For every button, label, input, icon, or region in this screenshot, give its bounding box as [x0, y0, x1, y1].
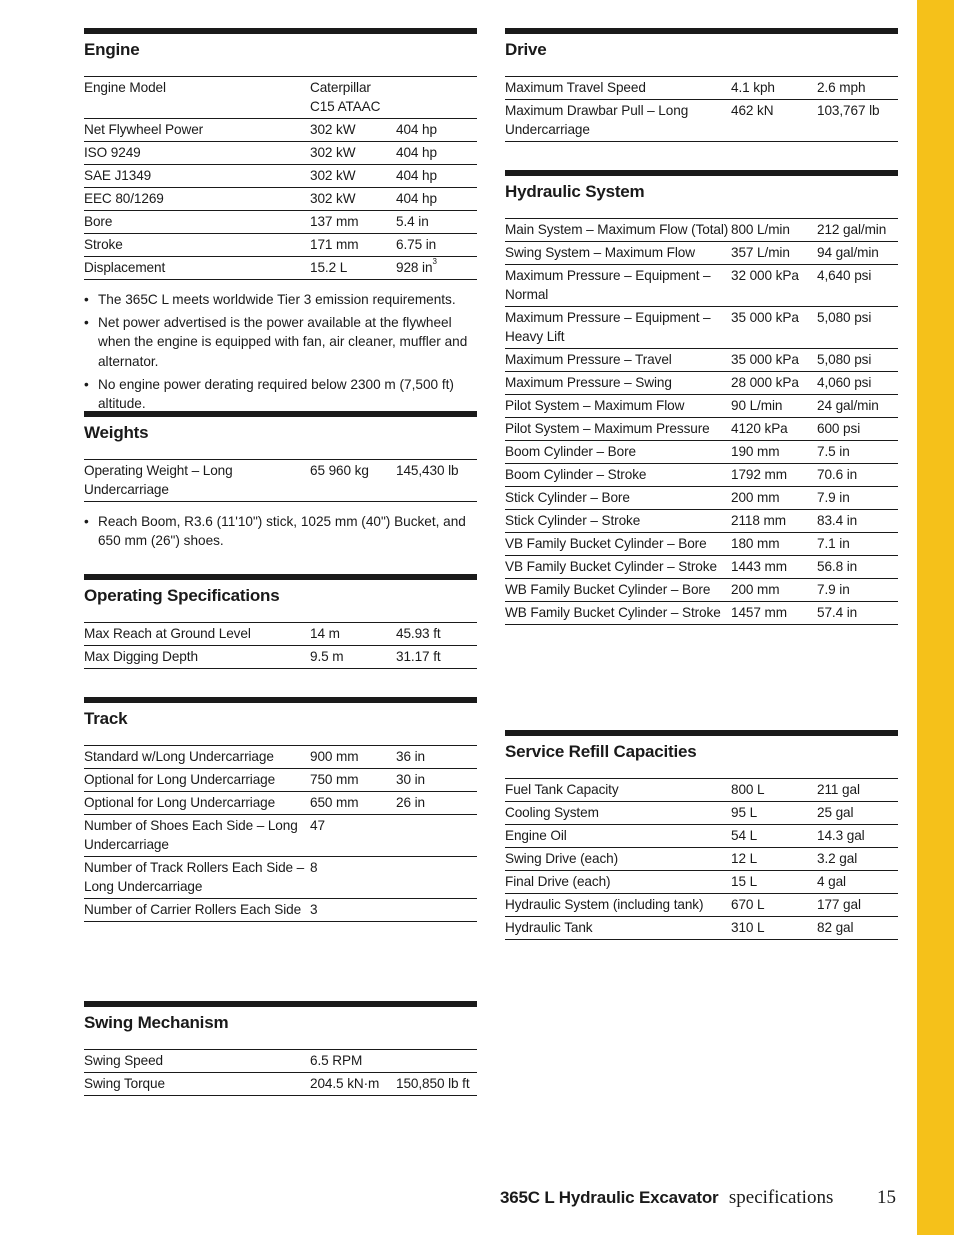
spec-metric-value: 302 kW [310, 168, 356, 183]
spec-metric-value: Caterpillar C15 ATAAC [310, 80, 381, 114]
spec-imperial-value: 103,767 lb [817, 103, 880, 118]
table-row [84, 165, 477, 188]
spec-label: Fuel Tank Capacity [505, 782, 619, 797]
spec-imperial-value: 4,060 psi [817, 375, 872, 390]
table-row [505, 510, 898, 533]
table-row [505, 556, 898, 579]
cubic-superscript: 3 [432, 257, 437, 266]
note-item: • Reach Boom, R3.6 (11'10") stick, 1025 mm (40") Bucket, and 650 mm (26") shoes. [84, 512, 477, 550]
spec-imperial-value: 4,640 psi [817, 268, 872, 283]
table-row [84, 623, 477, 646]
table-row [505, 349, 898, 372]
spec-metric-value: 14 m [310, 626, 340, 641]
spec-metric-value: 1457 mm [731, 605, 787, 620]
spec-label: WB Family Bucket Cylinder – Bore [505, 582, 711, 597]
spec-metric-value: 650 mm [310, 795, 359, 810]
spec-label: Standard w/Long Undercarriage [84, 749, 274, 764]
spec-metric-value: 35 000 kPa [731, 352, 799, 367]
spec-metric-value: 90 L/min [731, 398, 783, 413]
swing-table [84, 1049, 477, 1096]
table-row [84, 815, 477, 857]
table-row [505, 307, 898, 349]
spec-imperial-value: 404 hp [396, 145, 437, 160]
spec-imperial-value: 600 psi [817, 421, 861, 436]
spec-metric-value: 302 kW [310, 191, 356, 206]
spec-label: Operating Weight – Long Undercarriage [84, 463, 233, 497]
spec-label: Maximum Travel Speed [505, 80, 646, 95]
table-row [505, 825, 898, 848]
spec-imperial-value: 177 gal [817, 897, 861, 912]
spec-imperial-value [396, 77, 477, 119]
section-title: Engine [84, 40, 140, 59]
spec-metric-value: 357 L/min [731, 245, 790, 260]
section-drive [505, 28, 898, 170]
note-item: • The 365C L meets worldwide Tier 3 emission requirements. [84, 290, 477, 309]
spec-label: Engine Oil [505, 828, 567, 843]
table-row [84, 188, 477, 211]
spec-imperial-value: 83.4 in [817, 513, 858, 528]
spec-imperial-value [396, 857, 477, 899]
spec-label: Maximum Drawbar Pull – Long Undercarriage [505, 103, 689, 137]
table-row [505, 579, 898, 602]
spec-label: Swing System – Maximum Flow [505, 245, 695, 260]
spec-label: Engine Model [84, 80, 166, 95]
spec-label: Hydraulic Tank [505, 920, 593, 935]
spec-imperial-value: 94 gal/min [817, 245, 879, 260]
spec-metric-value: 310 L [731, 920, 765, 935]
table-row [505, 848, 898, 871]
spec-imperial-value: 404 hp [396, 168, 437, 183]
table-row [505, 242, 898, 265]
spec-metric-value: 137 mm [310, 214, 359, 229]
spec-label: Final Drive (each) [505, 874, 611, 889]
note-item: • Net power advertised is the power available at the flywheel when the engine is equipped with fan, air cleaner, muffler and alternator. [84, 313, 477, 371]
spec-metric-value: 800 L [731, 782, 765, 797]
spec-label: Number of Carrier Rollers Each Side [84, 902, 302, 917]
spec-imperial-value: 212 gal/min [817, 222, 887, 237]
track-table [84, 745, 477, 922]
section-header [84, 1001, 477, 1049]
spec-imperial-value: 150,850 lb ft [396, 1076, 470, 1091]
table-row [505, 265, 898, 307]
section-engine [84, 28, 477, 411]
hydraulic-table [505, 218, 898, 625]
section-operating [84, 574, 477, 697]
spec-metric-value: 8 [310, 860, 318, 875]
table-row [84, 77, 477, 119]
spec-label: Max Reach at Ground Level [84, 626, 251, 641]
table-row [505, 372, 898, 395]
spec-label: Maximum Pressure – Travel [505, 352, 672, 367]
table-row [505, 395, 898, 418]
table-row [84, 899, 477, 922]
spec-metric-value: 12 L [731, 851, 758, 866]
weights-table [84, 459, 477, 502]
section-header [505, 730, 898, 778]
spec-metric-value: 900 mm [310, 749, 359, 764]
spec-imperial-value: 7.9 in [817, 582, 850, 597]
table-row [84, 746, 477, 769]
spec-label: Hydraulic System (including tank) [505, 897, 704, 912]
spec-label: VB Family Bucket Cylinder – Bore [505, 536, 707, 551]
spec-label: ISO 9249 [84, 145, 141, 160]
section-weights [84, 411, 477, 574]
table-row [84, 460, 477, 502]
spec-imperial-value: 404 hp [396, 191, 437, 206]
spec-label: SAE J1349 [84, 168, 152, 183]
section-header [505, 170, 898, 218]
spec-metric-value: 32 000 kPa [731, 268, 799, 283]
spec-metric-value: 1792 mm [731, 467, 787, 482]
spec-imperial-value: 7.5 in [817, 444, 850, 459]
table-row [84, 1050, 477, 1073]
spec-imperial-value: 24 gal/min [817, 398, 879, 413]
spec-imperial-value [396, 899, 477, 922]
spec-imperial-value: 5.4 in [396, 214, 429, 229]
spec-imperial-value: 6.75 in [396, 237, 437, 252]
spec-label: WB Family Bucket Cylinder – Stroke [505, 605, 721, 620]
section-title: Hydraulic System [505, 182, 645, 201]
left-column [84, 28, 477, 1096]
section-header [84, 411, 477, 459]
table-row [505, 533, 898, 556]
table-row [505, 100, 898, 142]
spec-metric-value: 200 mm [731, 582, 780, 597]
spec-imperial-value: 45.93 ft [396, 626, 441, 641]
footer-specifications: specifications [728, 1187, 834, 1208]
spec-imperial-value: 145,430 lb [396, 463, 459, 478]
spec-label: Main System – Maximum Flow (Total) [505, 222, 729, 237]
spec-label: Swing Torque [84, 1076, 165, 1091]
spec-label: Bore [84, 214, 113, 229]
spec-imperial-value: 26 in [396, 795, 425, 810]
spec-metric-value: 670 L [731, 897, 765, 912]
engine-table [84, 76, 477, 280]
table-row [505, 871, 898, 894]
spec-metric-value: 54 L [731, 828, 758, 843]
section-track [84, 697, 477, 1001]
table-row [84, 142, 477, 165]
section-hydraulic [505, 170, 898, 730]
table-row [505, 779, 898, 802]
spec-metric-value: 462 kN [731, 103, 774, 118]
section-title: Service Refill Capacities [505, 742, 697, 761]
table-row [505, 219, 898, 242]
spec-imperial-value: 5,080 psi [817, 352, 872, 367]
spec-label: EEC 80/1269 [84, 191, 164, 206]
table-row [84, 119, 477, 142]
table-row [505, 418, 898, 441]
spec-metric-value: 65 960 kg [310, 463, 369, 478]
spec-label: Displacement [84, 260, 166, 275]
spec-label: Net Flywheel Power [84, 122, 204, 137]
spec-imperial-value [396, 815, 477, 857]
spec-metric-value: 95 L [731, 805, 758, 820]
spec-imperial-value: 7.9 in [817, 490, 850, 505]
table-row [505, 464, 898, 487]
table-row [505, 894, 898, 917]
spec-metric-value: 200 mm [731, 490, 780, 505]
spec-label: Optional for Long Undercarriage [84, 795, 276, 810]
spec-metric-value: 15.2 L [310, 260, 348, 275]
spec-imperial-value: 82 gal [817, 920, 854, 935]
spec-imperial-value: 5,080 psi [817, 310, 872, 325]
spec-imperial-value: 211 gal [817, 782, 860, 797]
section-title: Weights [84, 423, 149, 442]
table-row [505, 487, 898, 510]
spec-metric-value: 35 000 kPa [731, 310, 799, 325]
section-title: Drive [505, 40, 547, 59]
spec-metric-value: 1443 mm [731, 559, 787, 574]
spec-imperial-value: 56.8 in [817, 559, 858, 574]
right-column [505, 28, 898, 940]
spec-imperial-value: 2.6 mph [817, 80, 866, 95]
spec-label: Cooling System [505, 805, 599, 820]
spec-metric-value: 190 mm [731, 444, 780, 459]
spec-label: Pilot System – Maximum Pressure [505, 421, 710, 436]
spec-metric-value: 4120 kPa [731, 421, 788, 436]
section-refill [505, 730, 898, 940]
table-row [84, 646, 477, 669]
section-header [84, 28, 477, 76]
spec-metric-value: 28 000 kPa [731, 375, 799, 390]
spec-imperial-value: 36 in [396, 749, 425, 764]
section-header [84, 574, 477, 622]
refill-table [505, 778, 898, 940]
spec-label: Stick Cylinder – Bore [505, 490, 630, 505]
spec-imperial-value: 30 in [396, 772, 425, 787]
spec-metric-value: 180 mm [731, 536, 780, 551]
table-row [84, 1073, 477, 1096]
spec-label: Swing Speed [84, 1053, 164, 1068]
section-header [505, 28, 898, 76]
spec-label: Maximum Pressure – Swing [505, 375, 672, 390]
spec-imperial-value: 7.1 in [817, 536, 850, 551]
spec-metric-value: 2118 mm [731, 513, 786, 528]
spec-imperial-value: 404 hp [396, 122, 437, 137]
spec-metric-value: 15 L [731, 874, 758, 889]
spec-label: Optional for Long Undercarriage [84, 772, 276, 787]
table-row [505, 602, 898, 625]
table-row [505, 917, 898, 940]
spec-label: VB Family Bucket Cylinder – Stroke [505, 559, 717, 574]
spec-label: Stick Cylinder – Stroke [505, 513, 641, 528]
table-row [505, 77, 898, 100]
spec-metric-value: 302 kW [310, 145, 356, 160]
spec-imperial-value: 31.17 ft [396, 649, 441, 664]
spec-imperial-value: 3.2 gal [817, 851, 858, 866]
spec-metric-value: 4.1 kph [731, 80, 775, 95]
spec-label: Swing Drive (each) [505, 851, 619, 866]
note-item: • No engine power derating required below 2300 m (7,500 ft) altitude. [84, 375, 477, 413]
spec-label: Maximum Pressure – Equipment – Normal [505, 268, 711, 302]
weights-notes [84, 512, 477, 550]
spec-label: Pilot System – Maximum Flow [505, 398, 685, 413]
spec-label: Max Digging Depth [84, 649, 198, 664]
spec-metric-value: 47 [310, 818, 325, 833]
table-row [84, 792, 477, 815]
spec-metric-value: 9.5 m [310, 649, 344, 664]
drive-table [505, 76, 898, 142]
section-header [84, 697, 477, 745]
spec-metric-value: 6.5 RPM [310, 1053, 363, 1068]
section-title: Track [84, 709, 128, 728]
spec-imperial-value: 57.4 in [817, 605, 858, 620]
spec-label: Boom Cylinder – Bore [505, 444, 636, 459]
spec-imperial-value [396, 1050, 477, 1073]
spec-metric-value: 302 kW [310, 122, 356, 137]
spec-imperial-value: 25 gal [817, 805, 854, 820]
spec-label: Stroke [84, 237, 123, 252]
spec-metric-value: 750 mm [310, 772, 359, 787]
spec-metric-value: 171 mm [310, 237, 359, 252]
table-row [84, 857, 477, 899]
spec-label: Number of Track Rollers Each Side – Long Undercarriage [84, 860, 305, 894]
spec-imperial-value: 70.6 in [817, 467, 858, 482]
spec-label: Boom Cylinder – Stroke [505, 467, 647, 482]
table-row [505, 441, 898, 464]
table-row [84, 234, 477, 257]
page-footer [500, 1187, 900, 1215]
spec-imperial-value: 928 $in^3$ [396, 257, 437, 275]
page-number: 15 [877, 1187, 896, 1208]
table-row [505, 802, 898, 825]
footer-model-name: 365C L Hydraulic Excavator [500, 1188, 719, 1207]
table-row [84, 769, 477, 792]
spec-imperial-value: 14.3 gal [817, 828, 865, 843]
section-swing [84, 1001, 477, 1096]
table-row [84, 257, 477, 280]
spec-label: Maximum Pressure – Equipment – Heavy Lift [505, 310, 711, 344]
spec-metric-value: 204.5 kN·m [310, 1076, 380, 1091]
operating-table [84, 622, 477, 669]
engine-notes [84, 290, 477, 413]
section-title: Operating Specifications [84, 586, 280, 605]
spec-metric-value: 800 L/min [731, 222, 790, 237]
table-row [84, 211, 477, 234]
spec-label: Number of Shoes Each Side – Long Undercarriage [84, 818, 298, 852]
yellow-edge-bar [917, 0, 954, 1235]
spec-metric-value: 3 [310, 902, 318, 917]
spec-imperial-value: 4 gal [817, 874, 846, 889]
section-title: Swing Mechanism [84, 1013, 229, 1032]
